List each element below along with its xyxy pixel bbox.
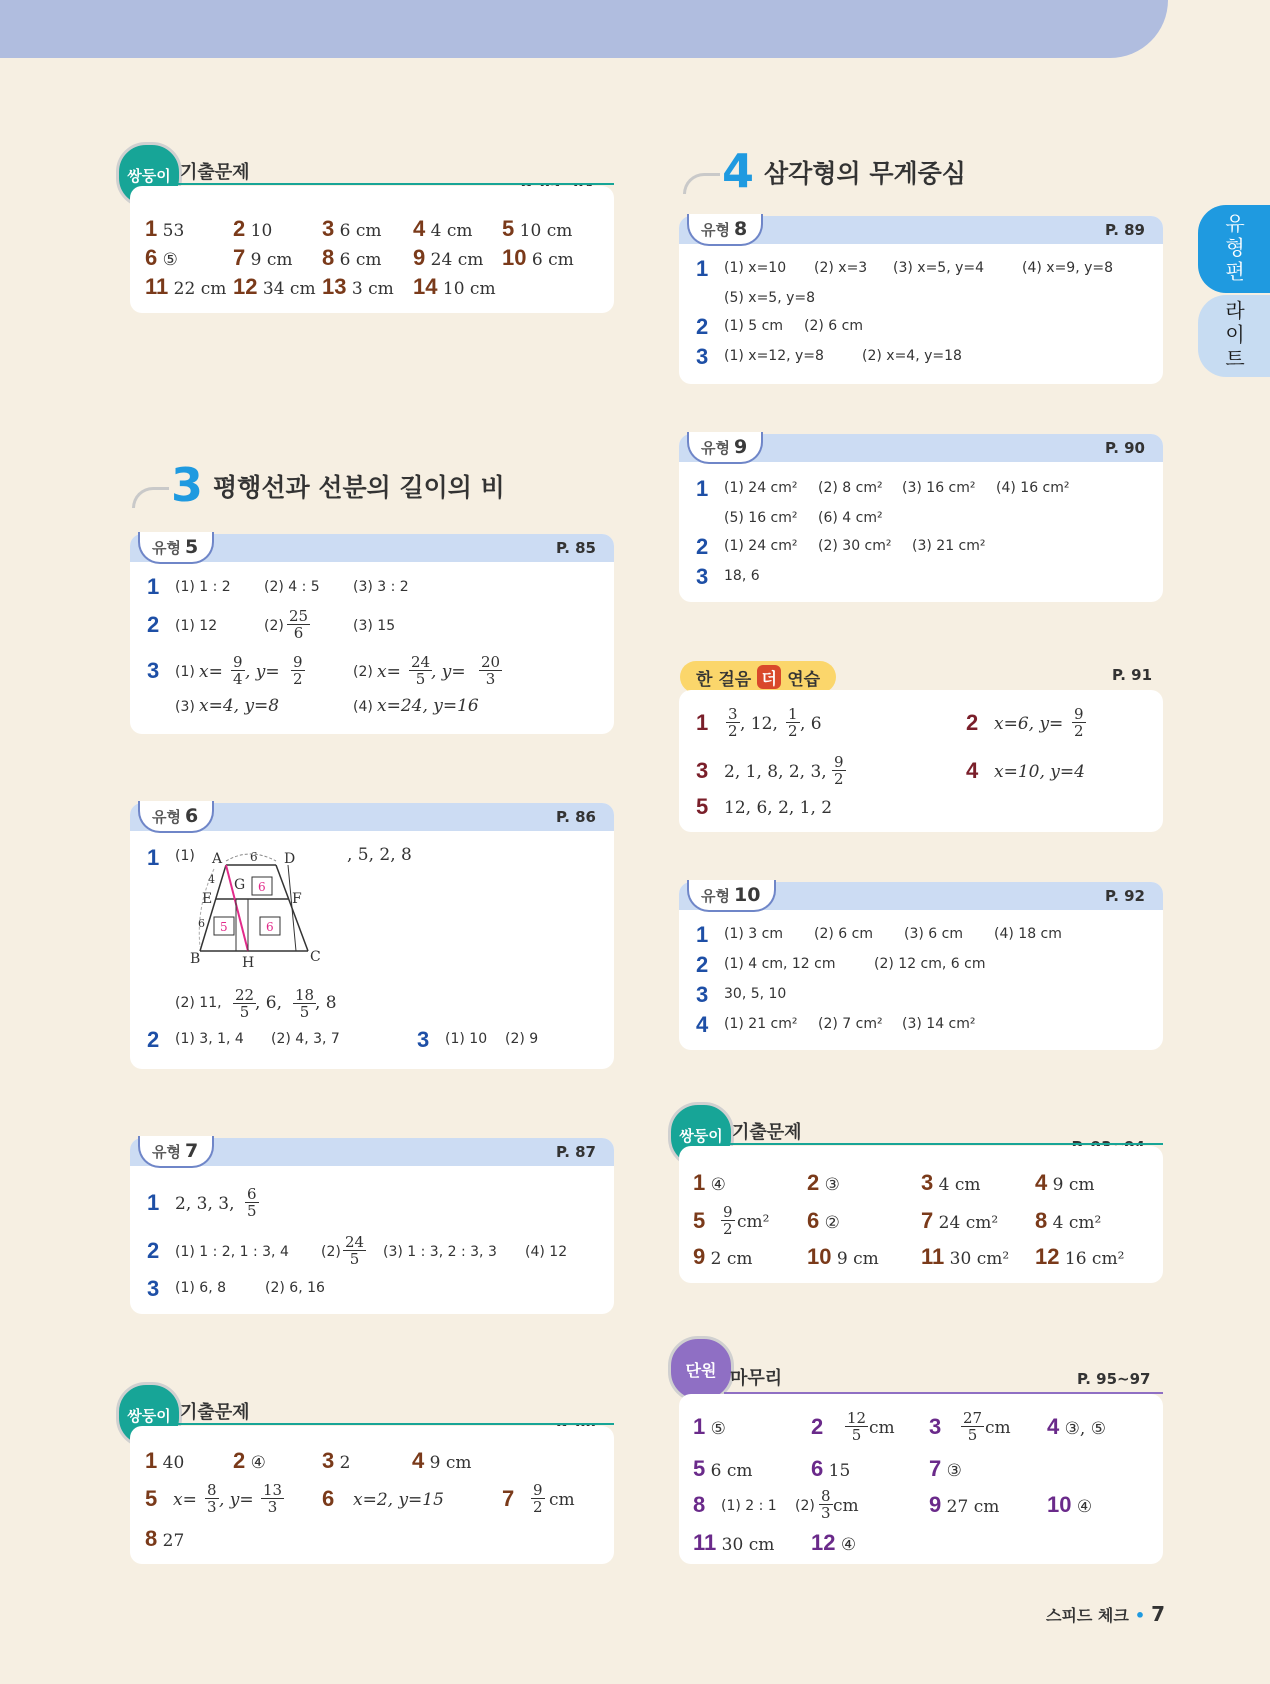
unit-badge: 단원 bbox=[668, 1336, 734, 1402]
top-banner bbox=[0, 0, 1168, 58]
point-label-e: E bbox=[202, 891, 213, 907]
page-ref: P. 92 bbox=[1104, 887, 1145, 905]
tab-light-section[interactable]: 라이트 bbox=[1198, 295, 1270, 377]
answer-row: 3 (1) x=12, y=8 (2) x=4, y=18 bbox=[696, 344, 962, 369]
type9-box bbox=[679, 434, 1163, 602]
answer-row: 1 40 2 ④ 3 2 4 9 cm bbox=[145, 1448, 472, 1473]
twin-title: 기출문제 bbox=[180, 1402, 250, 1423]
type-label: 유형 5 bbox=[138, 532, 214, 564]
type9-header bbox=[679, 434, 1163, 462]
page-ref: P. 85 bbox=[555, 539, 596, 557]
answer-row: 2 (1) 24 cm² (2) 30 cm² (3) 21 cm² bbox=[696, 534, 986, 559]
answer-row: 9 2 cm 10 9 cm 11 30 cm² 12 16 cm² bbox=[693, 1244, 1125, 1269]
answer-row: 11 22 cm 12 34 cm 13 3 cm 14 10 cm bbox=[145, 274, 496, 299]
point-label-g: G bbox=[234, 877, 246, 893]
answer-row: 1 2, 3, 3, $\frac{6}{5}$ bbox=[147, 1185, 257, 1220]
type7-box bbox=[130, 1138, 614, 1314]
type6-box bbox=[130, 803, 614, 1069]
answer-row: 3 18, 6 bbox=[696, 564, 760, 589]
answer-row: 8 27 bbox=[145, 1526, 185, 1551]
twin1-header bbox=[116, 150, 614, 186]
bullet-icon: • bbox=[1134, 1606, 1146, 1625]
twin3-answers bbox=[679, 1146, 1163, 1283]
twin2-header bbox=[116, 1390, 614, 1426]
point-label-d: D bbox=[284, 851, 296, 867]
answer-row: 2 (1) 4 cm, 12 cm (2) 12 cm, 6 cm bbox=[696, 952, 986, 977]
unit-title: 마무리 bbox=[730, 1368, 783, 1389]
trapezoid-diagram bbox=[190, 847, 370, 977]
type-label: 유형 8 bbox=[687, 214, 763, 246]
answer-row: (3) x=4, y=8 (4) x=24, y=16 bbox=[175, 696, 479, 716]
point-label-c: C bbox=[310, 949, 321, 965]
type-label: 유형 10 bbox=[687, 880, 776, 912]
unit-review-answers bbox=[679, 1394, 1163, 1564]
answer-row: (5) x=5, y=8 bbox=[724, 290, 816, 306]
page-ref: P. 90 bbox=[1104, 439, 1145, 457]
answer-row: 1 (1) 1 : 2 (2) 4 : 5 (3) 3 : 2 bbox=[147, 574, 409, 599]
answer-row: 4 (1) 21 cm² (2) 7 cm² (3) 14 cm² bbox=[696, 1012, 976, 1037]
answer-row: 2 (1) 1 : 2, 1 : 3, 4 (2) $\frac{24}{5}$ (3) 1 : 3, 2 : 3, 3 (4) 12 bbox=[147, 1233, 568, 1268]
arc-decoration bbox=[132, 487, 169, 508]
point-label-f: F bbox=[292, 891, 302, 907]
type10-box bbox=[679, 882, 1163, 1050]
twin1-answers bbox=[130, 186, 614, 313]
twin3-header bbox=[668, 1110, 1163, 1146]
type-label: 유형 9 bbox=[687, 432, 763, 464]
answer-row: 3 (1) x= $\frac{9}{4}$ , y= $\frac{9}{2}$ (2) x= $\frac{24}{5}$ , y= $\frac{20}{3}$ bbox=[147, 653, 501, 688]
twin-title: 기출문제 bbox=[732, 1122, 802, 1143]
twin-badge: 쌍둥이 bbox=[668, 1102, 734, 1168]
length-left-bottom: 6 bbox=[198, 917, 205, 930]
type5-header bbox=[130, 534, 614, 562]
answer-row: 1 53 2 10 3 6 cm 4 4 cm 5 10 cm bbox=[145, 216, 573, 241]
twin-title: 기출문제 bbox=[180, 162, 250, 183]
divider bbox=[172, 1423, 614, 1425]
page-ref: P. 87 bbox=[555, 1143, 596, 1161]
section4-title: 4 삼각형의 무게중심 bbox=[683, 148, 966, 194]
answer-row: 2 (1) 3, 1, 4 (2) 4, 3, 7 3 (1) 10 (2) 9 bbox=[147, 1027, 539, 1052]
point-label-a: A bbox=[212, 851, 223, 867]
twin-badge: 쌍둥이 bbox=[116, 1382, 182, 1448]
twin2-answers bbox=[130, 1426, 614, 1564]
arc-decoration bbox=[683, 173, 720, 194]
answer-row: 2 (1) 12 (2) $\frac{25}{6}$ (3) 15 bbox=[147, 607, 396, 642]
page-ref: P. 91 bbox=[1112, 666, 1153, 684]
box-value-gf: 6 bbox=[258, 880, 266, 894]
answer-row: 1 $\frac{3}{2}$ , 12, $\frac{1}{2}$ , 6 2 x=6, y= $\frac{9}{2}$ bbox=[696, 705, 1084, 740]
length-left-top: 4 bbox=[208, 873, 215, 886]
answer-row: 5 6 cm 6 15 7 ③ bbox=[693, 1456, 962, 1481]
point-label-h: H bbox=[242, 955, 255, 971]
box-value-right: 6 bbox=[266, 920, 274, 934]
answer-row: 1 ④ 2 ③ 3 4 cm 4 9 cm bbox=[693, 1170, 1095, 1195]
type8-header bbox=[679, 216, 1163, 244]
practice-title: 한 걸음 더 연습 bbox=[680, 661, 836, 693]
answer-row: 1 ⑤ 2 $\frac{12}{5}$ cm 3 $\frac{27}{5}$ cm 4 ③, ⑤ bbox=[693, 1409, 1106, 1444]
type8-box bbox=[679, 216, 1163, 384]
type5-box bbox=[130, 534, 614, 734]
type-label: 유형 6 bbox=[138, 801, 214, 833]
box-value-left: 5 bbox=[220, 920, 228, 934]
length-top: 6 bbox=[250, 850, 258, 864]
page-ref: P. 89 bbox=[1104, 221, 1145, 239]
answer-row: 1 (1) x=10 (2) x=3 (3) x=5, y=4 (4) x=9, y=8 bbox=[696, 256, 1114, 281]
page-ref: P. 86 bbox=[555, 808, 596, 826]
answer-row: (5) 16 cm² (6) 4 cm² bbox=[724, 510, 883, 526]
answer-row: 11 30 cm 12 ④ bbox=[693, 1530, 857, 1555]
answer-row: 3 (1) 6, 8 (2) 6, 16 bbox=[147, 1276, 325, 1301]
divider bbox=[172, 183, 614, 185]
type6-header bbox=[130, 803, 614, 831]
answer-row: 2 (1) 5 cm (2) 6 cm bbox=[696, 314, 863, 339]
type7-header bbox=[130, 1138, 614, 1166]
answer-row: 8 (1) 2 : 1 (2) $\frac{8}{3}$ cm 9 27 cm 10 ④ bbox=[693, 1487, 1093, 1522]
answer-row: 5 12, 6, 2, 1, 2 bbox=[696, 794, 833, 819]
answer-row: 3 2, 1, 8, 2, 3, $\frac{9}{2}$ 4 x=10, y=4 bbox=[696, 753, 1085, 788]
answer-row: 6 ⑤ 7 9 cm 8 6 cm 9 24 cm 10 6 cm bbox=[145, 245, 574, 270]
answer-row: 1 (1) , 5, 2, 8 bbox=[147, 845, 412, 870]
tab-type-section[interactable]: 유형편 bbox=[1198, 205, 1270, 293]
type-label: 유형 7 bbox=[138, 1136, 214, 1168]
de-icon: 더 bbox=[757, 665, 781, 689]
type10-header bbox=[679, 882, 1163, 910]
point-label-b: B bbox=[190, 951, 201, 967]
answer-row: 5 $\frac{9}{2}$ cm² 6 ② 7 24 cm² 8 4 cm² bbox=[693, 1203, 1102, 1238]
answer-row: 3 30, 5, 10 bbox=[696, 982, 787, 1007]
page-footer: 스피드 체크 • 7 bbox=[1045, 1602, 1165, 1626]
answer-row: 5 x= $\frac{8}{3}$ , y= $\frac{13}{3}$ 6 x=2, y=15 7 $\frac{9}{2}$ cm bbox=[145, 1481, 575, 1516]
answer-row: 1 (1) 24 cm² (2) 8 cm² (3) 16 cm² (4) 16 cm² bbox=[696, 476, 1070, 501]
answer-row: 1 (1) 3 cm (2) 6 cm (3) 6 cm (4) 18 cm bbox=[696, 922, 1062, 947]
section3-title: 3 평행선과 선분의 길이의 비 bbox=[132, 462, 505, 508]
answer-row: (2) 11, $\frac{22}{5}$ , 6, $\frac{18}{5}$ , 8 bbox=[175, 986, 337, 1021]
twin-badge: 쌍둥이 bbox=[116, 142, 182, 208]
practice-box bbox=[679, 690, 1163, 832]
page-ref: P. 95~97 bbox=[1077, 1370, 1151, 1388]
divider bbox=[724, 1143, 1163, 1145]
